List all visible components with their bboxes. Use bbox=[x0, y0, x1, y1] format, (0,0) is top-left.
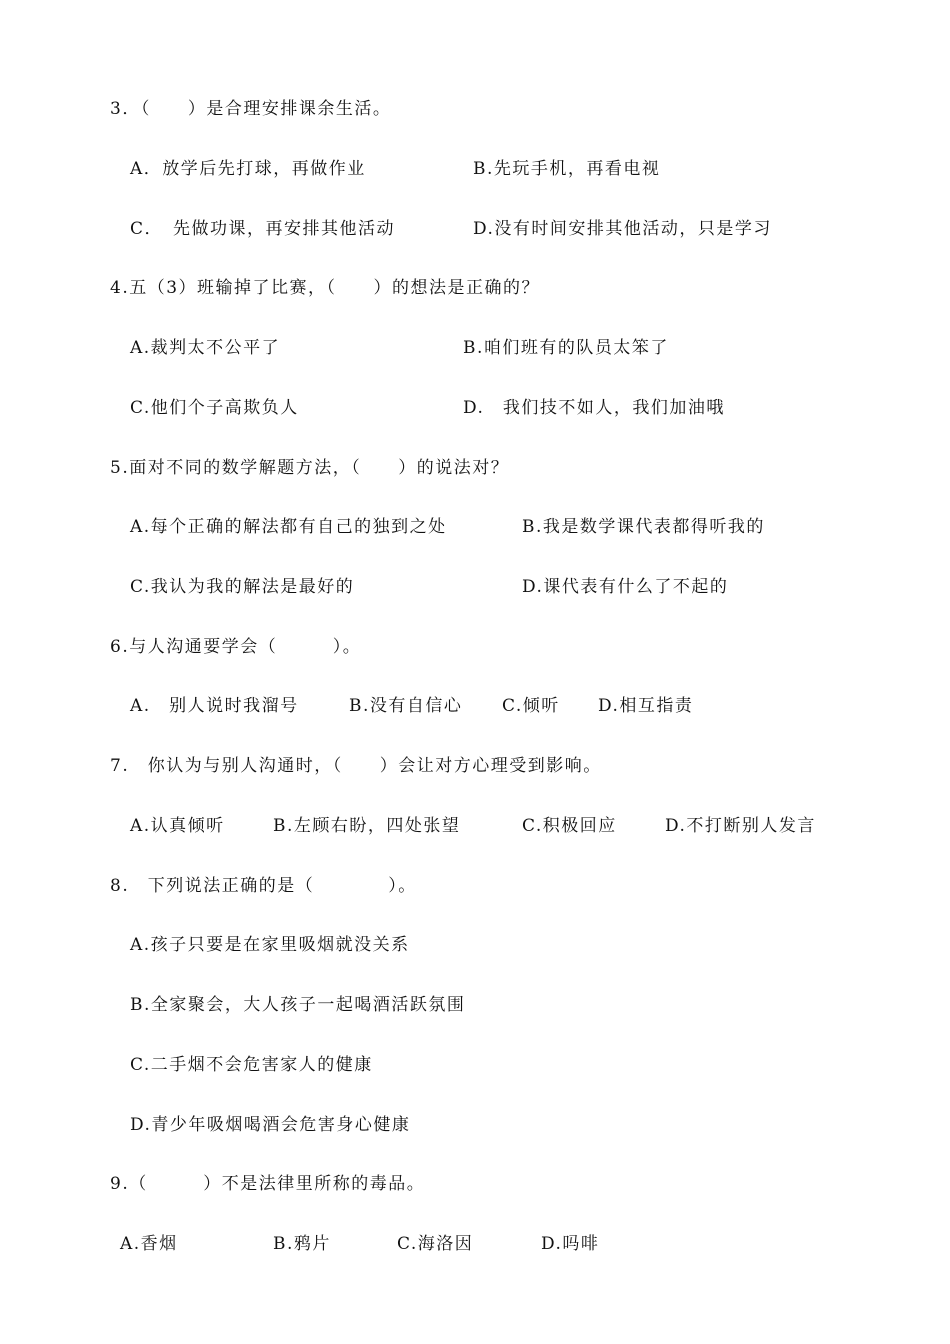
question-8-option-c: C.二手烟不会危害家人的健康 bbox=[130, 1055, 373, 1075]
question-9-option-a: A.香烟 bbox=[120, 1234, 178, 1254]
question-4-option-a: A.裁判太不公平了 bbox=[130, 338, 281, 358]
question-7-option-c: C.积极回应 bbox=[522, 816, 617, 836]
question-5-option-b: B.我是数学课代表都得听我的 bbox=[522, 517, 765, 537]
question-4-option-b: B.咱们班有的队员太笨了 bbox=[463, 338, 669, 358]
question-7-option-b: B.左顾右盼，四处张望 bbox=[273, 816, 461, 836]
question-3-stem: 3．（ ）是合理安排课余生活。 bbox=[110, 99, 392, 119]
question-5-option-c: C.我认为我的解法是最好的 bbox=[130, 577, 355, 597]
question-5-option-d: D.课代表有什么了不起的 bbox=[522, 577, 729, 597]
question-9-option-d: D.吗啡 bbox=[541, 1234, 600, 1254]
question-8-option-a: A.孩子只要是在家里吸烟就没关系 bbox=[130, 935, 410, 955]
question-6-option-c: C.倾听 bbox=[502, 696, 560, 716]
question-4-option-d: D. 我们技不如人，我们加油哦 bbox=[463, 398, 725, 418]
question-8-option-d: D.青少年吸烟喝酒会危害身心健康 bbox=[130, 1115, 411, 1135]
question-6-option-d: D.相互指责 bbox=[598, 696, 694, 716]
question-8-stem: 8. 下列说法正确的是（ ）。 bbox=[110, 876, 417, 896]
question-7-stem: 7. 你认为与别人沟通时，（ ）会让对方心理受到影响。 bbox=[110, 756, 602, 776]
question-9-option-b: B.鸦片 bbox=[273, 1234, 331, 1254]
question-6-stem: 6.与人沟通要学会（ ）。 bbox=[110, 637, 362, 657]
question-6-option-a: A. 别人说时我溜号 bbox=[130, 696, 299, 716]
question-7-option-d: D.不打断别人发言 bbox=[665, 816, 816, 836]
question-3-option-c: C． 先做功课，再安排其他活动 bbox=[130, 219, 396, 239]
question-4-stem: 4.五（3）班输掉了比赛，（ ）的想法是正确的？ bbox=[110, 278, 541, 298]
question-6-option-b: B.没有自信心 bbox=[349, 696, 463, 716]
question-3-option-b: B.先玩手机，再看电视 bbox=[473, 159, 661, 179]
question-3-option-d: D.没有时间安排其他活动，只是学习 bbox=[473, 219, 772, 239]
question-8-option-b: B.全家聚会，大人孩子一起喝酒活跃氛围 bbox=[130, 995, 466, 1015]
question-9-option-c: C.海洛因 bbox=[397, 1234, 474, 1254]
question-9-stem: 9.（ ）不是法律里所称的毒品。 bbox=[110, 1174, 426, 1194]
question-5-stem: 5.面对不同的数学解题方法，（ ）的说法对？ bbox=[110, 458, 510, 478]
question-5-option-a: A.每个正确的解法都有自己的独到之处 bbox=[130, 517, 447, 537]
question-3-option-a: A．放学后先打球，再做作业 bbox=[130, 159, 366, 179]
question-4-option-c: C.他们个子高欺负人 bbox=[130, 398, 299, 418]
question-7-option-a: A.认真倾听 bbox=[130, 816, 225, 836]
